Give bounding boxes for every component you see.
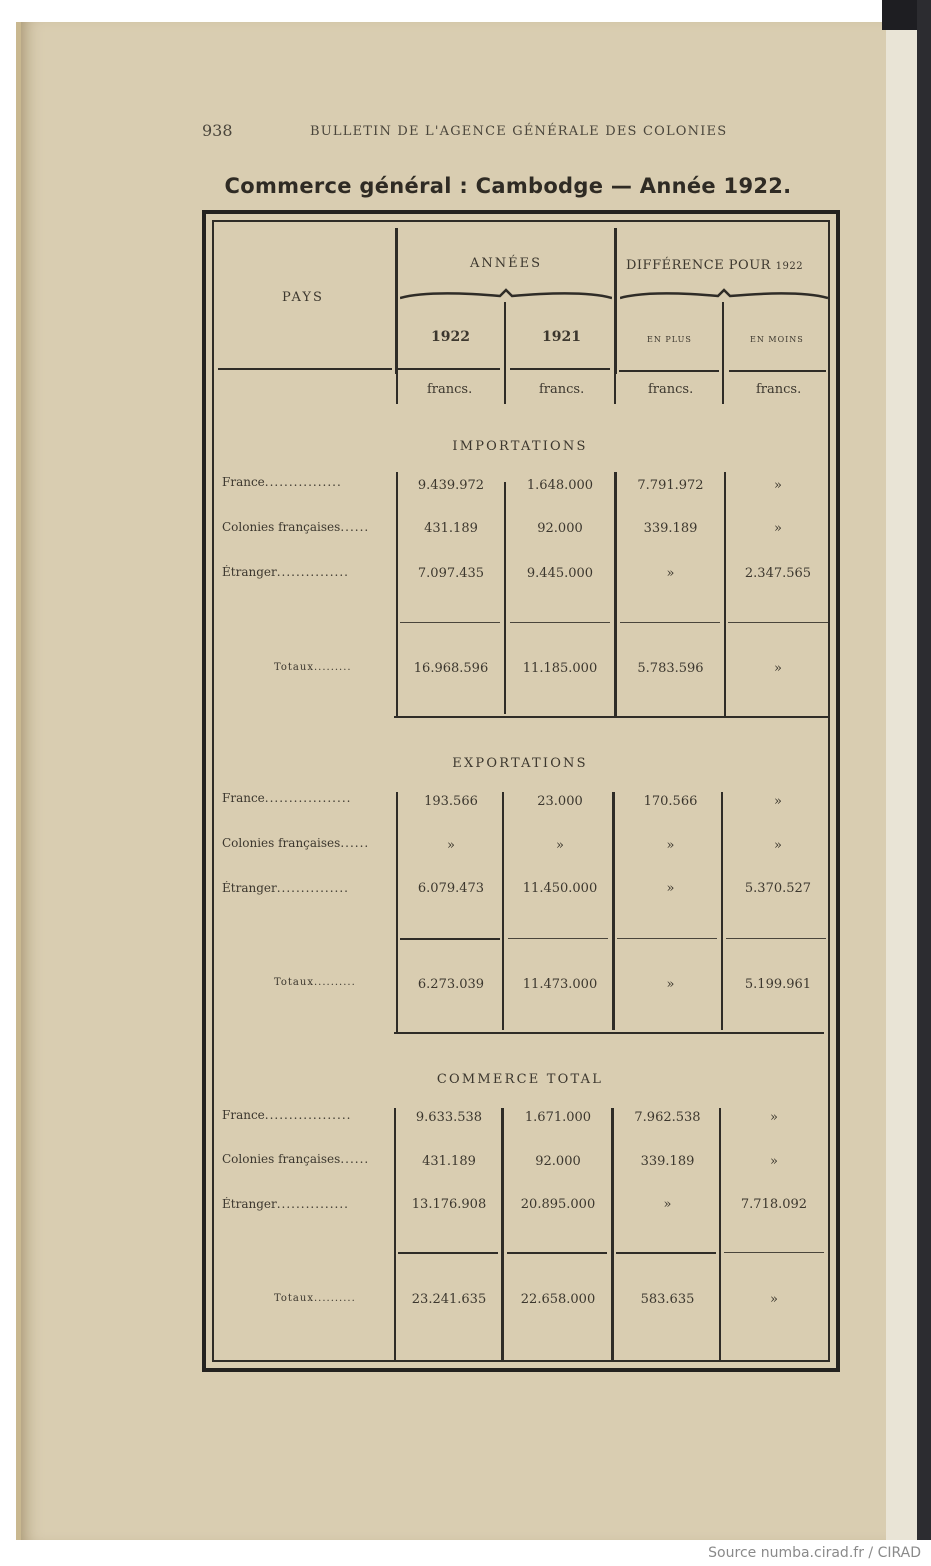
exp-col-line-4 xyxy=(721,792,723,1030)
exp-total-1921: 11.473.000 xyxy=(522,977,598,992)
tot-total-moins: » xyxy=(770,1292,778,1307)
tot-colonies-moins: » xyxy=(770,1154,778,1169)
brace-difference xyxy=(620,288,828,304)
imp-total-rule-4 xyxy=(728,622,828,623)
imp-etranger-1922: 7.097.435 xyxy=(417,566,485,581)
imp-etranger-1921: 9.445.000 xyxy=(526,566,594,581)
exp-colonies-1921: » xyxy=(556,838,564,853)
unit-1921: francs. xyxy=(539,382,585,397)
section-title-exportations: EXPORTATIONS xyxy=(452,756,588,771)
imp-total-rule-3 xyxy=(620,622,720,623)
unit-divider-d xyxy=(722,372,724,404)
header-difference: DIFFÉRENCE POUR 1922 xyxy=(626,258,804,273)
imp-total-plus: 5.783.596 xyxy=(637,661,704,676)
imp-col-line-2 xyxy=(504,482,506,714)
running-header: BULLETIN DE L'AGENCE GÉNÉRALE DES COLONIES xyxy=(310,124,728,139)
header-year-1922: 1922 xyxy=(431,329,470,345)
table-row: Colonies françaises...... xyxy=(222,1152,370,1166)
header-divider-diff xyxy=(614,228,617,374)
exp-colonies-plus: » xyxy=(666,838,675,853)
imp-colonies-moins: » xyxy=(774,521,782,536)
header-divider-pays xyxy=(395,228,398,374)
imp-total-rule-2 xyxy=(510,622,610,623)
table-row: France................ xyxy=(222,475,342,489)
imp-france-1922: 9.439.972 xyxy=(417,478,485,493)
tot-col-line-4 xyxy=(719,1108,721,1360)
section-title-commerce-total: COMMERCE TOTAL xyxy=(436,1072,604,1087)
exp-total-rule-1 xyxy=(400,938,500,940)
tot-france-1922: 9.633.538 xyxy=(415,1110,483,1125)
tot-france-plus: 7.962.538 xyxy=(634,1110,701,1125)
tot-col-line-1 xyxy=(394,1108,396,1360)
exp-france-plus: 170.566 xyxy=(643,794,698,809)
exp-total-rule-2 xyxy=(508,938,608,939)
exp-total-rule-3 xyxy=(617,938,717,939)
tot-etranger-1921: 20.895.000 xyxy=(520,1197,596,1212)
table-row-total: Totaux.......... xyxy=(274,977,356,988)
exp-france-1921: 23.000 xyxy=(537,794,583,809)
imp-total-moins: » xyxy=(774,661,782,676)
table-row: France.................. xyxy=(222,791,352,805)
underline-1922 xyxy=(398,368,500,370)
exp-colonies-moins: » xyxy=(774,838,782,853)
header-divider-years xyxy=(504,302,506,374)
tot-colonies-1922: 431.189 xyxy=(422,1154,476,1169)
exp-col-line-1 xyxy=(396,792,398,1034)
header-year-1921: 1921 xyxy=(542,329,581,345)
imp-colonies-1921: 92.000 xyxy=(537,521,583,536)
exp-total-moins: 5.199.961 xyxy=(744,977,812,992)
unit-1922: francs. xyxy=(427,382,473,397)
table-row-total: Totaux.......... xyxy=(274,1293,356,1304)
imp-etranger-plus: » xyxy=(666,566,675,581)
tot-total-rule-1 xyxy=(398,1252,498,1254)
table-row: Colonies françaises...... xyxy=(222,836,370,850)
exp-bottom-rule xyxy=(394,1032,824,1034)
exp-colonies-1922: » xyxy=(447,838,455,853)
imp-colonies-1922: 431.189 xyxy=(424,521,478,536)
header-pays: PAYS xyxy=(282,290,324,305)
underline-plus xyxy=(619,370,719,372)
binding-spine xyxy=(917,0,931,1540)
imp-etranger-moins: 2.347.565 xyxy=(744,566,812,581)
header-en-moins: EN MOINS xyxy=(750,335,804,344)
imp-col-line-1 xyxy=(396,472,398,718)
tot-etranger-1922: 13.176.908 xyxy=(411,1197,487,1212)
exp-france-1922: 193.566 xyxy=(424,794,478,809)
exp-etranger-plus: » xyxy=(666,881,675,896)
tot-etranger-moins: 7.718.092 xyxy=(740,1197,808,1212)
table-row: Colonies françaises...... xyxy=(222,520,370,534)
unit-moins: francs. xyxy=(756,382,802,397)
imp-total-1922: 16.968.596 xyxy=(413,661,489,676)
table-row: Étranger............... xyxy=(222,1197,349,1211)
exp-col-line-3 xyxy=(612,792,615,1030)
imp-bottom-rule xyxy=(394,716,830,718)
brace-annees xyxy=(400,288,612,304)
source-credit: Source numba.cirad.fr / CIRAD xyxy=(708,1545,921,1561)
exp-total-rule-4 xyxy=(726,938,826,939)
imp-total-rule-1 xyxy=(400,622,500,623)
unit-plus: francs. xyxy=(648,382,694,397)
tot-etranger-plus: » xyxy=(663,1197,672,1212)
tot-colonies-plus: 339.189 xyxy=(640,1154,695,1169)
exp-etranger-moins: 5.370.527 xyxy=(744,881,812,896)
imp-france-1921: 1.648.000 xyxy=(526,478,594,493)
table-row: Étranger............... xyxy=(222,881,349,895)
page-number: 938 xyxy=(202,121,233,140)
unit-divider-c xyxy=(614,372,616,404)
pays-underline xyxy=(218,368,392,370)
imp-colonies-plus: 339.189 xyxy=(643,521,698,536)
underline-1921 xyxy=(510,368,610,370)
exp-col-line-2 xyxy=(502,792,504,1030)
imp-france-moins: » xyxy=(774,478,782,493)
header-divider-plusmoins xyxy=(722,302,724,374)
tot-total-rule-2 xyxy=(507,1252,607,1254)
section-title-importations: IMPORTATIONS xyxy=(452,439,588,454)
tot-col-line-3 xyxy=(611,1108,614,1360)
table-row: Étranger............... xyxy=(222,565,349,579)
page-title: Commerce général : Cambodge — Année 1922. xyxy=(224,174,792,198)
tot-france-1921: 1.671.000 xyxy=(524,1110,592,1125)
imp-col-line-3 xyxy=(614,472,617,718)
tot-total-1921: 22.658.000 xyxy=(520,1292,596,1307)
imp-total-1921: 11.185.000 xyxy=(522,661,598,676)
exp-etranger-1921: 11.450.000 xyxy=(522,881,598,896)
tot-col-line-2 xyxy=(501,1108,504,1360)
table-row-total: Totaux......... xyxy=(274,662,352,673)
imp-col-line-4 xyxy=(724,472,726,718)
header-en-plus: EN PLUS xyxy=(647,335,692,344)
tot-colonies-1921: 92.000 xyxy=(535,1154,581,1169)
imp-france-plus: 7.791.972 xyxy=(637,478,704,493)
header-annees: ANNÉES xyxy=(470,256,543,271)
tot-total-rule-3 xyxy=(616,1252,716,1254)
exp-etranger-1922: 6.079.473 xyxy=(417,881,485,896)
tot-france-moins: » xyxy=(770,1110,778,1125)
table-row: France.................. xyxy=(222,1108,352,1122)
tot-total-1922: 23.241.635 xyxy=(411,1292,487,1307)
exp-france-moins: » xyxy=(774,794,782,809)
tot-total-plus: 583.635 xyxy=(640,1292,695,1307)
tot-total-rule-4 xyxy=(724,1252,824,1253)
exp-total-1922: 6.273.039 xyxy=(417,977,485,992)
unit-divider-b xyxy=(504,372,506,404)
exp-total-plus: » xyxy=(666,977,675,992)
unit-divider-a xyxy=(396,372,398,404)
underline-moins xyxy=(729,370,826,372)
